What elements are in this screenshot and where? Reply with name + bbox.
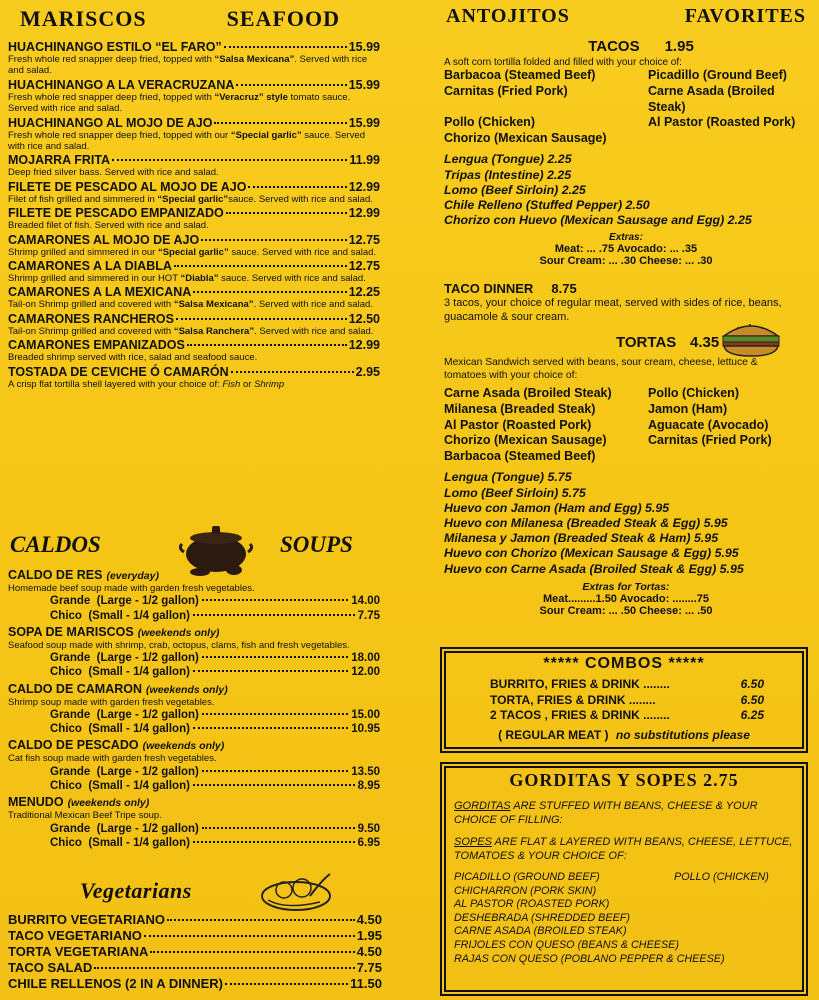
- soups-list: [8, 566, 380, 850]
- combo-item: [442, 708, 806, 724]
- taco-special-item: Tripas (Intestine) 2.25: [444, 167, 572, 182]
- seafood-item-description: Shrimp grilled and simmered in our HOT “Diabla” sauce. Served with rice and salad.: [8, 273, 366, 285]
- taco-special-item: Lomo (Beef Sirloin) 2.25: [444, 182, 586, 197]
- soup-item: [8, 625, 380, 680]
- soup-size-price: 13.50: [351, 765, 380, 778]
- seafood-item-price: 12.99: [348, 179, 380, 194]
- seafood-item-price: 15.99: [348, 77, 380, 92]
- seafood-item-price: 15.99: [348, 115, 380, 130]
- gorditas-description: [454, 799, 794, 827]
- menu-choice: Chorizo (Mexican Sausage): [444, 433, 607, 448]
- leader-dots: [94, 967, 354, 969]
- combos-title: ***** COMBOS *****: [543, 655, 705, 672]
- tortas-extras-line-1: Meat.........1.50 Avocado: ........75: [542, 592, 710, 605]
- torta-special-item: Huevo con Chorizo (Mexican Sausage & Egg) 5.95: [444, 546, 739, 561]
- seafood-item-row: [8, 180, 380, 194]
- seafood-item-row: [8, 259, 380, 273]
- seafood-item-row: [8, 285, 380, 299]
- seafood-heading: [8, 6, 380, 32]
- seafood-item-description: Fresh whole red snapper deep fried, topped with “Salsa Mexicana”. Served with rice and salad.: [8, 54, 368, 77]
- soup-title: [8, 795, 380, 810]
- combos-list: [442, 677, 806, 724]
- soup-size-row: [8, 765, 380, 779]
- leader-dots: [202, 599, 348, 601]
- soup-title: [8, 625, 380, 640]
- seafood-item-description: A crisp flat tortilla shell layered with your choice of: Fish or Shrimp: [8, 378, 285, 390]
- filling-pollo: POLLO (CHICKEN): [674, 871, 769, 883]
- soups-heading-es: CALDOS: [10, 532, 101, 557]
- combos-note: [442, 728, 806, 742]
- taco-special-item: Lengua (Tongue) 2.25: [444, 152, 572, 167]
- vegetarians-list: [8, 912, 382, 992]
- soup-availability: (everyday): [106, 570, 159, 582]
- seafood-item: [8, 116, 380, 153]
- soup-size-label: Chico (Small - 1/4 gallon): [50, 836, 190, 849]
- soup-size-price: 10.95: [351, 723, 380, 736]
- menu-choice: Chorizo (Mexican Sausage): [444, 130, 607, 145]
- seafood-item-row: [8, 338, 380, 352]
- tortas-extras: [440, 581, 812, 617]
- tortas-extras-line-2: Sour Cream: ... .50 Cheese: ... .50: [539, 604, 713, 617]
- menu-choice: Barbacoa (Steamed Beef): [444, 68, 596, 83]
- vegetarian-item-price: 4.50: [356, 944, 382, 959]
- tacos-specials: [444, 152, 812, 228]
- soup-availability: (weekends only): [137, 626, 220, 639]
- menu-choice: Aguacate (Avocado): [648, 417, 769, 432]
- fillings-area: [454, 871, 806, 966]
- combo-item: [442, 677, 806, 693]
- soup-size-label: Chico (Small - 1/4 gallon): [50, 723, 190, 736]
- soups-heading-en: SOUPS: [280, 532, 353, 557]
- soup-size-price: 18.00: [351, 652, 380, 665]
- sopes-label: SOPES: [454, 836, 492, 848]
- soup-item: [8, 795, 380, 850]
- tortas-price: 4.35: [690, 334, 720, 352]
- tortas-specials: [444, 470, 812, 576]
- combo-name: 2 TACOS , FRIES & DRINK ........: [490, 708, 670, 722]
- soup-description: Cat fish soup made with garden fresh vegetables.: [8, 753, 217, 765]
- seafood-item-description: Breaded shrimp served with rice, salad and seafood sauce.: [8, 352, 258, 364]
- soup-size-price: 6.95: [357, 836, 380, 849]
- vegetarian-item: [8, 960, 382, 976]
- soup-name: SOPA DE MARISCOS: [8, 624, 134, 639]
- leader-dots: [167, 919, 355, 921]
- tacos-extras-line-2: Sour Cream: ... .30 Cheese: ... .30: [539, 255, 713, 268]
- vegetarian-item-price: 1.95: [356, 928, 382, 943]
- sandwich-icon: [720, 318, 782, 358]
- combo-price: 6.50: [740, 692, 764, 707]
- soup-size-label: Grande (Large - 1/2 gallon): [50, 595, 199, 608]
- vegetarian-item-name: CHILE RELLENOS (2 IN A DINNER): [8, 976, 223, 991]
- soup-size-row: [8, 779, 380, 793]
- taco-dinner-description: 3 tacos, your choice of regular meat, served with sides of rice, beans, guacamole & sour cream.: [444, 297, 782, 324]
- seafood-item-row: [8, 312, 380, 326]
- seafood-item-name: HUACHINANGO AL MOJO DE AJO: [8, 115, 213, 130]
- soup-item: [8, 738, 380, 793]
- leader-dots: [236, 84, 346, 86]
- taco-dinner-title: TACO DINNER: [444, 281, 534, 297]
- leader-dots: [202, 656, 348, 658]
- sopes-text: ARE FLAT & LAYERED WITH BEANS, CHEESE, LETTUCE, TOMATOES & YOUR CHOICE OF:: [454, 836, 793, 862]
- favorites-heading-es: ANTOJITOS: [446, 5, 570, 27]
- seafood-item-name: CAMARONES A LA MEXICANA: [8, 285, 192, 300]
- seafood-item-description: Fresh whole red snapper deep fried, topped with “Veracruz” style tomato sauce. Served with rice and salad.: [8, 91, 351, 115]
- soup-name: CALDO DE CAMARON: [8, 681, 143, 696]
- seafood-item-name: CAMARONES A LA DIABLA: [8, 259, 172, 274]
- torta-special-item: Huevo con Carne Asada (Broiled Steak & Egg) 5.95: [444, 561, 744, 576]
- vegetarian-item: [8, 912, 382, 928]
- tortas-title-row: [440, 330, 812, 356]
- soup-item: [8, 682, 380, 737]
- seafood-item: [8, 338, 380, 363]
- tortas-choices: [444, 386, 812, 464]
- leader-dots: [201, 239, 346, 241]
- combo-price: 6.25: [740, 708, 764, 722]
- soup-size-price: 15.00: [351, 709, 380, 722]
- soup-size-row: [8, 708, 380, 722]
- soup-size-label: Grande (Large - 1/2 gallon): [50, 709, 199, 722]
- seafood-item-price: 15.99: [348, 40, 380, 54]
- seafood-item: [8, 285, 380, 310]
- soup-availability: (weekends only): [67, 797, 150, 810]
- gorditas-box: [440, 762, 808, 996]
- combo-item: [442, 693, 806, 709]
- seafood-item-name: CAMARONES RANCHEROS: [8, 311, 174, 326]
- seafood-item-row: [8, 233, 380, 247]
- seafood-item-price: 11.99: [349, 153, 380, 168]
- seafood-item-name: FILETE DE PESCADO EMPANIZADO: [8, 206, 224, 221]
- seafood-item-price: 12.99: [348, 338, 380, 353]
- filling-item: CHICHARRON (PORK SKIN): [454, 884, 597, 897]
- leader-dots: [202, 770, 348, 772]
- leader-dots: [231, 371, 354, 373]
- sopes-description: [454, 835, 794, 863]
- soup-size-row: [8, 822, 380, 836]
- seafood-item: [8, 365, 380, 390]
- tacos-extras-title: Extras:: [609, 232, 643, 244]
- vegetarian-item-price: 7.75: [356, 960, 382, 975]
- soup-size-label: Grande (Large - 1/2 gallon): [50, 652, 199, 665]
- soup-size-price: 14.00: [351, 595, 380, 608]
- seafood-item-row: [8, 206, 380, 220]
- seafood-item: [8, 40, 380, 77]
- menu-choice: Carnitas (Fried Pork): [648, 433, 772, 448]
- filling-item: CARNE ASADA (BROILED STEAK): [454, 925, 627, 938]
- menu-choice: Pollo (Chicken): [444, 115, 535, 130]
- seafood-item-description: Breaded filet of fish. Served with rice and salad.: [8, 220, 209, 232]
- soup-item: [8, 568, 380, 623]
- soup-name: MENUDO: [8, 795, 64, 810]
- leader-dots: [112, 159, 347, 161]
- fillings-list: [454, 871, 806, 966]
- leader-dots: [225, 983, 348, 985]
- soup-size-price: 12.00: [351, 666, 380, 679]
- left-column: [8, 0, 382, 991]
- leader-dots: [193, 670, 348, 672]
- seafood-item-name: CAMARONES AL MOJO DE AJO: [8, 232, 200, 247]
- leader-dots: [193, 291, 346, 293]
- menu-choice: Pollo (Chicken): [648, 386, 739, 401]
- menu-choice: Picadillo (Ground Beef): [648, 68, 787, 83]
- menu-choice: [628, 449, 812, 465]
- taco-dinner-price: 8.75: [551, 281, 577, 297]
- soup-size-row: [8, 651, 380, 665]
- menu-choice: Barbacoa (Steamed Beef): [444, 448, 596, 463]
- seafood-heading-en: SEAFOOD: [226, 6, 340, 31]
- favorites-heading: [440, 5, 812, 28]
- vegetarian-item-price: 11.50: [350, 976, 382, 991]
- tortas-description: Mexican Sandwich served with beans, sour cream, cheese, lettuce & tomatoes with your choice of:: [444, 357, 758, 382]
- soup-availability: (weekends only): [146, 683, 228, 696]
- soup-title: [8, 568, 380, 583]
- combo-name: TORTA, FRIES & DRINK ........: [490, 692, 656, 707]
- torta-special-item: Lomo (Beef Sirloin) 5.75: [444, 485, 586, 500]
- seafood-item-name: CAMARONES EMPANIZADOS: [8, 338, 185, 353]
- soup-size-price: 8.95: [357, 780, 380, 793]
- seafood-item: [8, 206, 380, 231]
- torta-special-item: Huevo con Jamon (Ham and Egg) 5.95: [444, 500, 670, 515]
- combos-note-emphasis: ( REGULAR MEAT ): [498, 727, 609, 742]
- vegetarian-item: [8, 976, 382, 992]
- combos-note-text: no substitutions please: [615, 727, 750, 742]
- leader-dots: [202, 713, 348, 715]
- soup-size-row: [8, 609, 380, 623]
- torta-special-item: Huevo con Milanesa (Breaded Steak & Egg) 5.95: [444, 515, 728, 530]
- seafood-item: [8, 233, 380, 258]
- soup-size-label: Grande (Large - 1/2 gallon): [50, 765, 199, 778]
- gorditas-label: GORDITAS: [454, 800, 511, 812]
- tacos-title-row: [440, 38, 812, 55]
- vegetarian-item-name: BURRITO VEGETARIANO: [8, 912, 165, 927]
- leader-dots: [176, 318, 347, 320]
- taco-dinner-title-row: [444, 281, 812, 296]
- leader-dots: [144, 935, 355, 937]
- seafood-item-row: [8, 116, 380, 130]
- vegetarians-heading: Vegetarians: [80, 878, 192, 903]
- menu-choice: Al Pastor (Roasted Pork): [648, 115, 796, 130]
- menu-choice: [628, 131, 812, 147]
- vegetarian-item-name: TACO SALAD: [8, 960, 93, 975]
- seafood-item-name: FILETE DE PESCADO AL MOJO DE AJO: [8, 179, 247, 194]
- soup-size-row: [8, 836, 380, 850]
- leader-dots: [174, 265, 347, 267]
- seafood-item-row: [8, 365, 380, 379]
- filling-item: PICADILLO (GROUND BEEF): [454, 871, 600, 883]
- seafood-item-description: Tail-on Shrimp grilled and covered with “Salsa Ranchera”. Served with rice and salad.: [8, 325, 374, 337]
- seafood-list: [8, 40, 380, 390]
- seafood-item: [8, 312, 380, 337]
- combos-box: [440, 647, 808, 753]
- taco-special-item: Chorizo con Huevo (Mexican Sausage and Egg) 2.25: [444, 213, 752, 228]
- seafood-item-price: 12.50: [348, 311, 380, 326]
- seafood-item-price: 12.99: [348, 206, 380, 221]
- torta-special-item: Milanesa y Jamon (Breaded Steak & Ham) 5.95: [444, 531, 719, 546]
- soup-size-price: 7.75: [357, 609, 380, 622]
- soup-description: Seafood soup made with shrimp, crab, octopus, clams, fish and fresh vegetables.: [8, 639, 350, 651]
- torta-special-item: Lengua (Tongue) 5.75: [444, 470, 572, 485]
- menu-choice: Al Pastor (Roasted Pork): [444, 417, 592, 432]
- soup-size-label: Chico (Small - 1/4 gallon): [50, 666, 190, 679]
- leader-dots: [193, 784, 355, 786]
- combo-price: 6.50: [740, 677, 764, 691]
- leader-dots: [193, 727, 348, 729]
- seafood-item-row: [8, 78, 380, 92]
- seafood-item-description: Deep fried silver bass. Served with rice and salad.: [8, 167, 219, 179]
- leader-dots: [248, 186, 346, 188]
- soup-title: [8, 682, 380, 697]
- seafood-item-name: MOJARRA FRITA: [8, 153, 111, 168]
- leader-dots: [202, 827, 355, 829]
- vegetarians-heading-area: [8, 870, 380, 914]
- seafood-item-description: Fresh whole red snapper deep fried, topped with our “Special garlic” sauce. Served with rice and salad.: [8, 129, 365, 153]
- soup-size-label: Chico (Small - 1/4 gallon): [50, 609, 190, 622]
- vegetarian-item-name: TORTA VEGETARIANA: [8, 944, 149, 959]
- vegetarian-item: [8, 944, 382, 960]
- soup-size-label: Chico (Small - 1/4 gallon): [50, 780, 190, 793]
- soup-size-price: 9.50: [357, 822, 380, 835]
- filling-item: AL PASTOR (ROASTED PORK): [454, 898, 610, 911]
- soup-title: [8, 738, 380, 753]
- seafood-item-price: 12.75: [348, 259, 380, 274]
- seafood-heading-es: MARISCOS: [20, 6, 147, 31]
- filling-item: RAJAS CON QUESO (POBLANO PEPPER & CHEESE): [454, 952, 725, 965]
- seafood-item: [8, 259, 380, 284]
- menu-choice: Carnitas (Fried Pork): [444, 84, 568, 98]
- combo-name: BURRITO, FRIES & DRINK ........: [490, 677, 670, 691]
- soup-name: CALDO DE RES: [8, 568, 103, 582]
- menu-choice: Milanesa (Breaded Steak): [444, 401, 596, 416]
- seafood-item-row: [8, 153, 380, 167]
- vegetables-icon: [256, 866, 334, 916]
- filling-item: DESHEBRADA (SHREDDED BEEF): [454, 911, 630, 924]
- menu-choice: Jamon (Ham): [648, 401, 728, 416]
- soup-description: Shrimp soup made with garden fresh vegetables.: [8, 696, 215, 708]
- tacos-description: A soft corn tortilla folded and filled with your choice of:: [444, 57, 682, 68]
- filling-item: FRIJOLES CON QUESO (BEANS & CHEESE): [454, 938, 679, 951]
- menu-choice: Carne Asada (Broiled Steak): [648, 84, 775, 114]
- soup-size-row: [8, 665, 380, 679]
- tortas-title: TORTAS: [616, 334, 677, 352]
- soup-size-label: Grande (Large - 1/2 gallon): [50, 822, 199, 835]
- gorditas-title: GORDITAS Y SOPES 2.75: [509, 770, 739, 790]
- seafood-item-price: 12.25: [348, 285, 380, 300]
- leader-dots: [226, 212, 347, 214]
- soup-name: CALDO DE PESCADO: [8, 738, 139, 753]
- seafood-item-row: [8, 40, 380, 54]
- soup-description: Homemade beef soup made with garden fresh vegetables.: [8, 583, 255, 594]
- seafood-item-price: 12.75: [348, 232, 380, 247]
- vegetarian-item-price: 4.50: [356, 912, 382, 927]
- seafood-item-description: Filet of fish grilled and simmered in “Special garlic”sauce. Served with rice and salad.: [8, 193, 373, 205]
- taco-special-item: Chile Relleno (Stuffed Pepper) 2.50: [444, 197, 650, 212]
- leader-dots: [193, 841, 355, 843]
- soup-availability: (weekends only): [142, 740, 225, 753]
- soup-size-row: [8, 722, 380, 736]
- right-column: [440, 0, 812, 617]
- tacos-extras-line-1: Meat: ... .75 Avocado: ... .35: [554, 243, 698, 256]
- seafood-item-description: Shrimp grilled and simmered in our “Special garlic” sauce. Served with rice and salad.: [8, 246, 377, 258]
- seafood-item: [8, 78, 380, 115]
- gorditas-text: ARE STUFFED WITH BEANS, CHEESE & YOUR CHOICE OF FILLING:: [454, 800, 758, 826]
- tacos-title: TACOS: [588, 38, 640, 55]
- leader-dots: [193, 614, 355, 616]
- seafood-item-name: HUACHINANGO A LA VERACRUZANA: [8, 77, 235, 92]
- soup-size-row: [8, 594, 380, 608]
- leader-dots: [224, 46, 347, 48]
- seafood-item: [8, 153, 380, 178]
- tacos-choices: [444, 68, 812, 146]
- leader-dots: [150, 951, 354, 953]
- seafood-item-description: Tail-on Shrimp grilled and covered with “Salsa Mexicana”. Served with rice and salad.: [8, 299, 373, 311]
- menu-choice: Carne Asada (Broiled Steak): [444, 386, 612, 401]
- tortas-extras-title: Extras for Tortas:: [582, 580, 670, 593]
- soup-description: Traditional Mexican Beef Tripe soup.: [8, 810, 162, 822]
- leader-dots: [214, 122, 346, 124]
- favorites-heading-en: FAVORITES: [684, 5, 806, 27]
- tacos-price: 1.95: [664, 38, 694, 55]
- seafood-item: [8, 180, 380, 205]
- vegetarian-item: [8, 928, 382, 944]
- tacos-extras: [440, 232, 812, 267]
- seafood-item-price: 2.95: [355, 364, 380, 379]
- leader-dots: [187, 344, 347, 346]
- seafood-item-name: TOSTADA DE CEVICHE Ó CAMARÓN: [8, 364, 229, 379]
- seafood-item-name: HUACHINANGO ESTILO “EL FARO”: [8, 40, 222, 54]
- vegetarian-item-name: TACO VEGETARIANO: [8, 928, 142, 943]
